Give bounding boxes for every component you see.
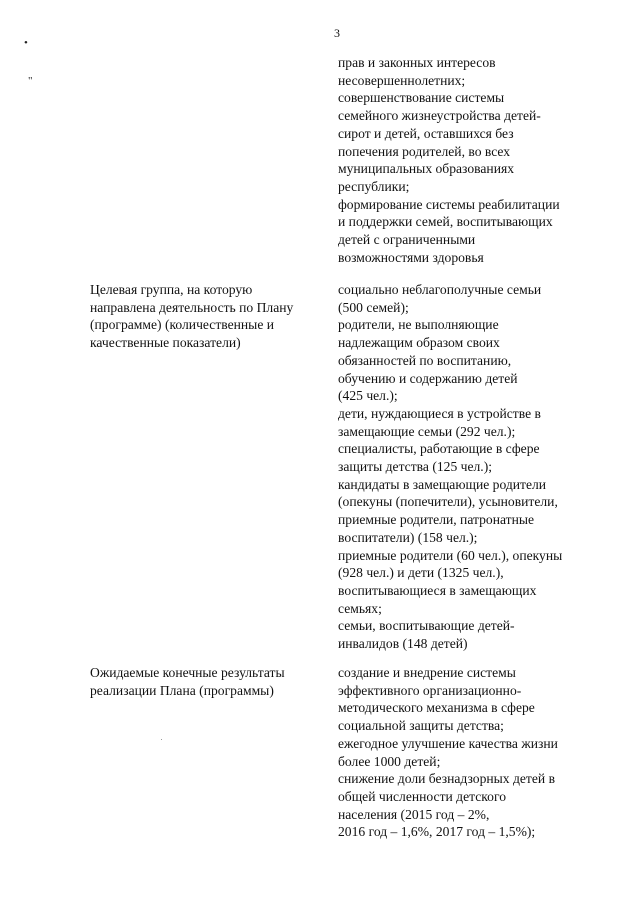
- text-line: попечения родителей, во всех: [338, 143, 511, 159]
- text-line: республики;: [338, 178, 410, 194]
- scan-speck: [161, 739, 162, 740]
- text-line: приемные родители, патронатные: [338, 512, 535, 528]
- text-line: семейного жизнеустройства детей-: [338, 108, 541, 124]
- text-line: эффективного организационно-: [338, 682, 522, 698]
- text-line: (928 чел.) и дети (1325 чел.),: [338, 565, 504, 581]
- text-line: дети, нуждающиеся в устройстве в: [338, 405, 541, 421]
- text-line: прав и законных интересов: [338, 55, 496, 70]
- margin-mark: •: [24, 37, 28, 49]
- text-line: муниципальных образованиях: [338, 161, 515, 177]
- objectives-continuation: [338, 54, 598, 266]
- text-line: воспитатели) (158 чел.);: [338, 529, 478, 545]
- expected-results-label: [90, 664, 326, 699]
- text-line: общей численности детского: [338, 788, 507, 804]
- text-line: методического механизма в сфере: [338, 700, 535, 716]
- text-line: замещающие семьи (292 чел.);: [338, 423, 516, 439]
- text-line: несовершеннолетних;: [338, 72, 466, 88]
- text-line: населения (2015 год – 2%,: [338, 806, 490, 822]
- text-line: специалисты, работающие в сфере: [338, 441, 540, 457]
- text-line: сирот и детей, оставшихся без: [338, 125, 514, 141]
- text-line: снижение доли безнадзорных детей в: [338, 771, 556, 787]
- label-line: реализации Плана (программы): [90, 682, 274, 698]
- text-line: надлежащим образом своих: [338, 335, 500, 351]
- text-line: воспитывающиеся в замещающих: [338, 582, 537, 598]
- page-number: 3: [334, 26, 340, 40]
- text-line: (500 семей);: [338, 299, 409, 315]
- text-line: социально неблагополучные семьи: [338, 282, 542, 297]
- text-line: совершенствование системы: [338, 90, 505, 106]
- text-line: семьи, воспитывающие детей-: [338, 618, 515, 634]
- target-group-label: [90, 281, 326, 352]
- text-line: кандидаты в замещающие родители: [338, 476, 547, 492]
- text-line: обязанностей по воспитанию,: [338, 352, 512, 368]
- text-line: 2016 год – 1,6%, 2017 год – 1,5%);: [338, 824, 536, 840]
- text-line: возможностями здоровья: [338, 249, 484, 265]
- text-line: детей с ограниченными: [338, 232, 476, 248]
- text-line: формирование системы реабилитации: [338, 196, 560, 212]
- text-line: приемные родители (60 чел.), опекуны: [338, 547, 563, 563]
- text-line: (опекуны (попечители), усыновители,: [338, 494, 558, 510]
- text-line: инвалидов (148 детей): [338, 636, 468, 652]
- text-line: защиты детства (125 чел.);: [338, 459, 492, 475]
- text-line: обучению и содержанию детей: [338, 370, 518, 386]
- label-line: Ожидаемые конечные результаты: [90, 665, 285, 680]
- label-line: Целевая группа, на которую: [90, 282, 253, 297]
- label-line: направлена деятельность по Плану: [90, 299, 294, 315]
- margin-mark: ": [28, 75, 33, 87]
- label-line: качественные показатели): [90, 335, 241, 351]
- text-line: родители, не выполняющие: [338, 317, 499, 333]
- text-line: семьях;: [338, 600, 382, 616]
- text-line: создание и внедрение системы: [338, 665, 516, 680]
- label-line: (программе) (количественные и: [90, 317, 275, 333]
- text-line: социальной защиты детства;: [338, 718, 504, 734]
- text-line: ежегодное улучшение качества жизни: [338, 735, 558, 751]
- text-line: более 1000 детей;: [338, 753, 441, 769]
- text-line: и поддержки семей, воспитывающих: [338, 214, 553, 230]
- expected-results-values: [338, 664, 598, 841]
- text-line: (425 чел.);: [338, 388, 398, 404]
- target-group-values: [338, 281, 598, 653]
